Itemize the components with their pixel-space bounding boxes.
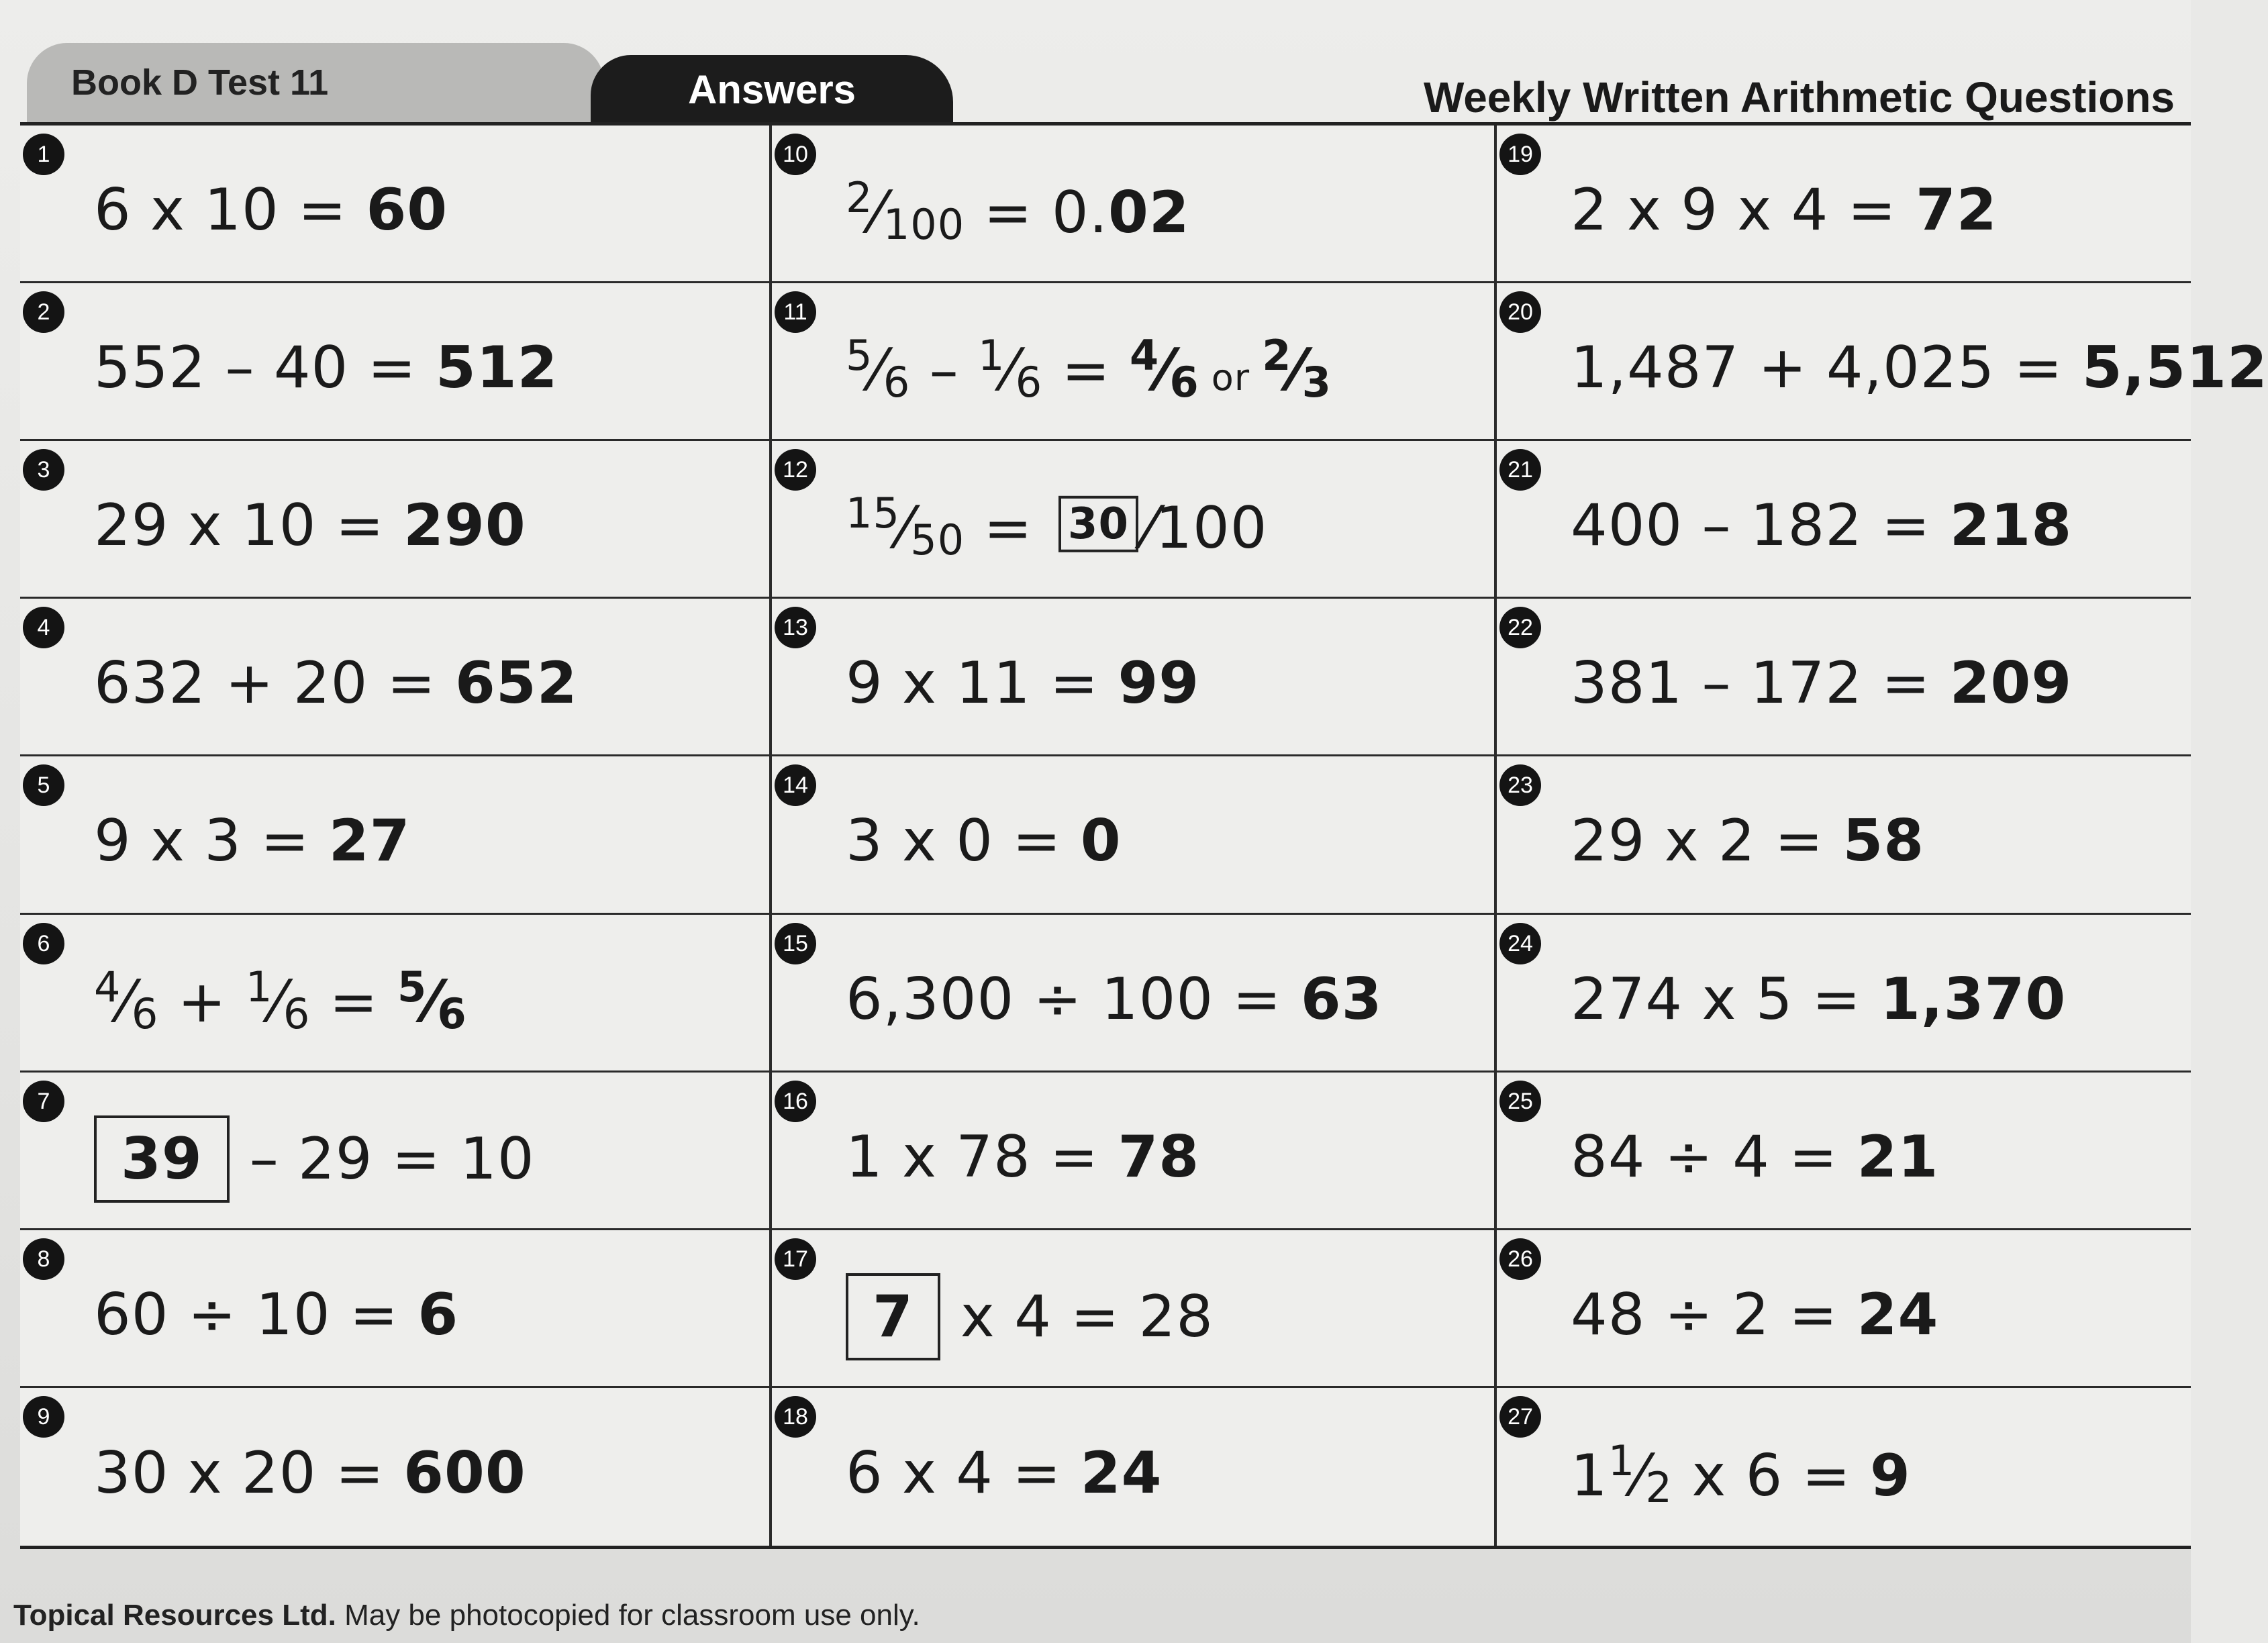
question-equation [94,807,410,875]
question-equation [1571,1281,1938,1348]
equation-text: 60 ÷ 10 = [94,1281,418,1348]
question-equation [846,1124,1199,1191]
fraction-numerator: 4 [1129,330,1160,380]
question-cell [1497,756,2191,914]
question-cell [1497,283,2268,441]
book-test-tab: Book D Test 11 [27,43,604,122]
question-cell [1497,599,2191,756]
fraction: $^1⁄_6$ [977,330,1043,407]
question-equation [846,331,1332,407]
question-number-badge: 25 [1499,1081,1541,1122]
answer-text: 290 [403,492,526,560]
question-cell [1497,1388,2191,1546]
footer-note: May be photocopied for classroom use only. [344,1599,920,1632]
fraction: $^{15}⁄_{50}$ [846,489,965,565]
question-cell [772,599,1497,756]
answer-text: 99 [1118,650,1200,717]
question-cell [20,126,772,283]
equation-text: – [910,336,978,404]
question-equation [1571,492,2072,559]
equation-text: 29 x 10 = [94,492,404,560]
fraction-denominator: 6 [883,357,911,407]
question-cell [772,1230,1497,1388]
answer-text: 512 [436,334,558,402]
fraction-numerator: 4 [94,962,121,1011]
equation-text: = [1042,336,1130,404]
question-number-badge: 1 [23,134,64,175]
question-cell [20,915,772,1073]
question-number-badge: 4 [23,607,64,648]
question-number-badge: 3 [23,449,64,491]
question-equation [1571,650,2072,717]
answer-text: 1,370 [1880,965,2067,1033]
question-equation [94,962,467,1038]
question-number-badge: 24 [1499,923,1541,964]
answer-box: 39 [94,1115,230,1203]
question-equation [94,650,578,717]
equation-text: – 29 = 10 [249,1125,535,1193]
fraction: $^5⁄_6$ [846,330,911,407]
question-number-badge: 14 [775,764,816,806]
fraction-numerator: 2 [1262,330,1292,380]
question-number-badge: 11 [775,291,816,333]
question-number-badge: 17 [775,1238,816,1280]
question-number-badge: 7 [23,1081,64,1122]
equation-text: 400 – 182 = [1571,492,1950,560]
question-number-badge: 6 [23,923,64,964]
question-equation [846,966,1383,1033]
answer-box: 7 [846,1273,940,1360]
equation-text: 381 – 172 = [1571,650,1950,717]
equation-text: 6,300 ÷ 100 = [846,965,1301,1033]
footer-company: Topical Resources Ltd. [13,1599,336,1632]
answer-text: 21 [1857,1123,1939,1191]
fraction-numerator: 1 [977,330,1005,380]
question-number-badge: 23 [1499,764,1541,806]
equation-text: 29 x 2 = [1571,807,1843,875]
fraction-numerator: 1 [1608,1436,1636,1486]
equation-text: 6 x 4 = [846,1440,1081,1507]
fraction-denominator: 3 [1301,357,1332,407]
answer-text: 60 [366,177,448,244]
answer-text: 209 [1949,650,2073,717]
answer-text: 27 [328,807,411,875]
answer-text: 58 [1842,807,1925,875]
question-equation [1571,1124,1938,1191]
question-cell [1497,915,2191,1073]
fraction: $^4⁄_6$ [1129,330,1199,407]
question-cell [20,1388,772,1546]
question-number-badge: 22 [1499,607,1541,648]
fraction-denominator: 50 [910,515,965,565]
equation-text: 9 x 3 = [94,807,329,875]
fraction-denominator: 6 [283,989,311,1038]
equation-text: 84 ÷ 4 = [1571,1123,1857,1191]
question-number-badge: 10 [775,134,816,175]
answer-box: 30 [1058,496,1138,552]
question-cell [772,441,1497,599]
question-equation [846,650,1199,717]
question-cell [1497,441,2191,599]
answer-text: 218 [1949,492,2073,560]
question-equation [1571,334,2268,401]
worksheet-title: Weekly Written Arithmetic Questions [1423,73,2175,121]
answer-text: 5,512 [2081,334,2268,402]
question-cell [20,756,772,914]
equation-text: 9 x 11 = [846,650,1118,717]
question-equation [846,1273,1214,1360]
equation-text: 2 x 9 x 4 = [1571,177,1916,244]
question-cell [1497,1073,2191,1230]
question-cell [1497,126,2191,283]
fraction: $^4⁄_6$ [94,962,159,1038]
question-equation [846,173,1190,249]
fraction-numerator: 5 [846,330,873,380]
equation-text: 3 x 0 = [846,807,1081,875]
answers-tab: Answers [591,55,953,128]
question-number-badge: 12 [775,449,816,491]
equation-text: 6 x 10 = [94,177,366,244]
answer-text: 63 [1300,965,1383,1033]
equation-text: 274 x 5 = [1571,965,1881,1033]
question-number-badge: 16 [775,1081,816,1122]
fraction-numerator: 5 [397,962,428,1011]
equation-text: 48 ÷ 2 = [1571,1281,1857,1348]
question-cell [772,915,1497,1073]
question-equation [1571,1436,1911,1512]
question-number-badge: 18 [775,1396,816,1438]
equation-text: 552 – 40 = [94,334,436,402]
question-number-badge: 8 [23,1238,64,1280]
equation-text: or [1199,356,1263,399]
fraction-denominator: 6 [437,989,467,1038]
fraction: $^5⁄_6$ [397,962,467,1038]
question-equation [846,1440,1162,1507]
answer-text: 72 [1916,177,1998,244]
question-equation [1571,177,1998,244]
fraction-denominator: 6 [131,989,159,1038]
fraction: $^1⁄_2$ [1608,1436,1673,1513]
answer-text: 24 [1080,1440,1163,1507]
equation-text: 30 x 20 = [94,1440,404,1507]
fraction-denominator: 100 [883,199,965,249]
answer-text: 24 [1857,1281,1939,1348]
question-equation [94,1281,458,1348]
equation-text: ⁄100 [1144,495,1268,562]
question-equation [1571,807,1924,875]
question-cell [772,1073,1497,1230]
question-equation [94,1440,526,1507]
equation-text: 1,487 + 4,025 = [1571,334,2082,402]
equation-text: 1 x 78 = [846,1123,1118,1191]
answer-text: 600 [403,1440,526,1507]
question-number-badge: 13 [775,607,816,648]
question-number-badge: 15 [775,923,816,964]
answer-text: 9 [1870,1442,1911,1510]
answer-text: 0 [1080,807,1122,875]
answer-text: 6 [417,1281,459,1348]
answer-text: 652 [455,650,578,717]
question-number-badge: 27 [1499,1396,1541,1438]
question-number-badge: 9 [23,1396,64,1438]
equation-text: 632 + 20 = [94,650,456,717]
question-number-badge: 2 [23,291,64,333]
fraction: $^2⁄_3$ [1262,330,1332,407]
question-equation [94,492,526,559]
question-equation [1571,966,2066,1033]
question-cell [772,126,1497,283]
answer-text: 02 [1107,179,1190,246]
fraction-denominator: 6 [1015,357,1043,407]
footer [13,1599,920,1632]
question-number-badge: 26 [1499,1238,1541,1280]
questions-grid [20,122,2268,1549]
question-cell [772,1388,1497,1546]
fraction: $^2⁄_{100}$ [846,172,965,249]
question-cell [20,1230,772,1388]
fraction-denominator: 2 [1645,1463,1673,1513]
question-cell [20,441,772,599]
equation-text: = 0. [965,179,1108,246]
question-number-badge: 21 [1499,449,1541,491]
question-equation [94,177,448,244]
equation-text: x 6 = [1673,1442,1871,1510]
question-equation [846,807,1122,875]
answer-text: 78 [1118,1123,1200,1191]
question-equation [94,334,558,401]
question-cell [20,1073,772,1230]
question-number-badge: 5 [23,764,64,806]
question-number-badge: 19 [1499,134,1541,175]
question-number-badge: 20 [1499,291,1541,333]
question-equation [846,489,1268,564]
equation-text: = [965,495,1052,562]
fraction-denominator: 6 [1169,357,1199,407]
fraction: $^1⁄_6$ [246,962,311,1038]
question-cell [772,283,1497,441]
fraction-numerator: 15 [846,489,900,538]
fraction-numerator: 1 [246,962,273,1011]
equation-text: + [158,968,246,1036]
equation-text: x 4 = 28 [960,1283,1214,1350]
question-cell [20,283,772,441]
equation-text: 1 [1571,1442,1608,1510]
fraction-numerator: 2 [846,172,873,222]
question-cell [20,599,772,756]
question-cell [772,756,1497,914]
question-equation [94,1115,535,1203]
question-cell [1497,1230,2191,1388]
equation-text: = [310,968,398,1036]
